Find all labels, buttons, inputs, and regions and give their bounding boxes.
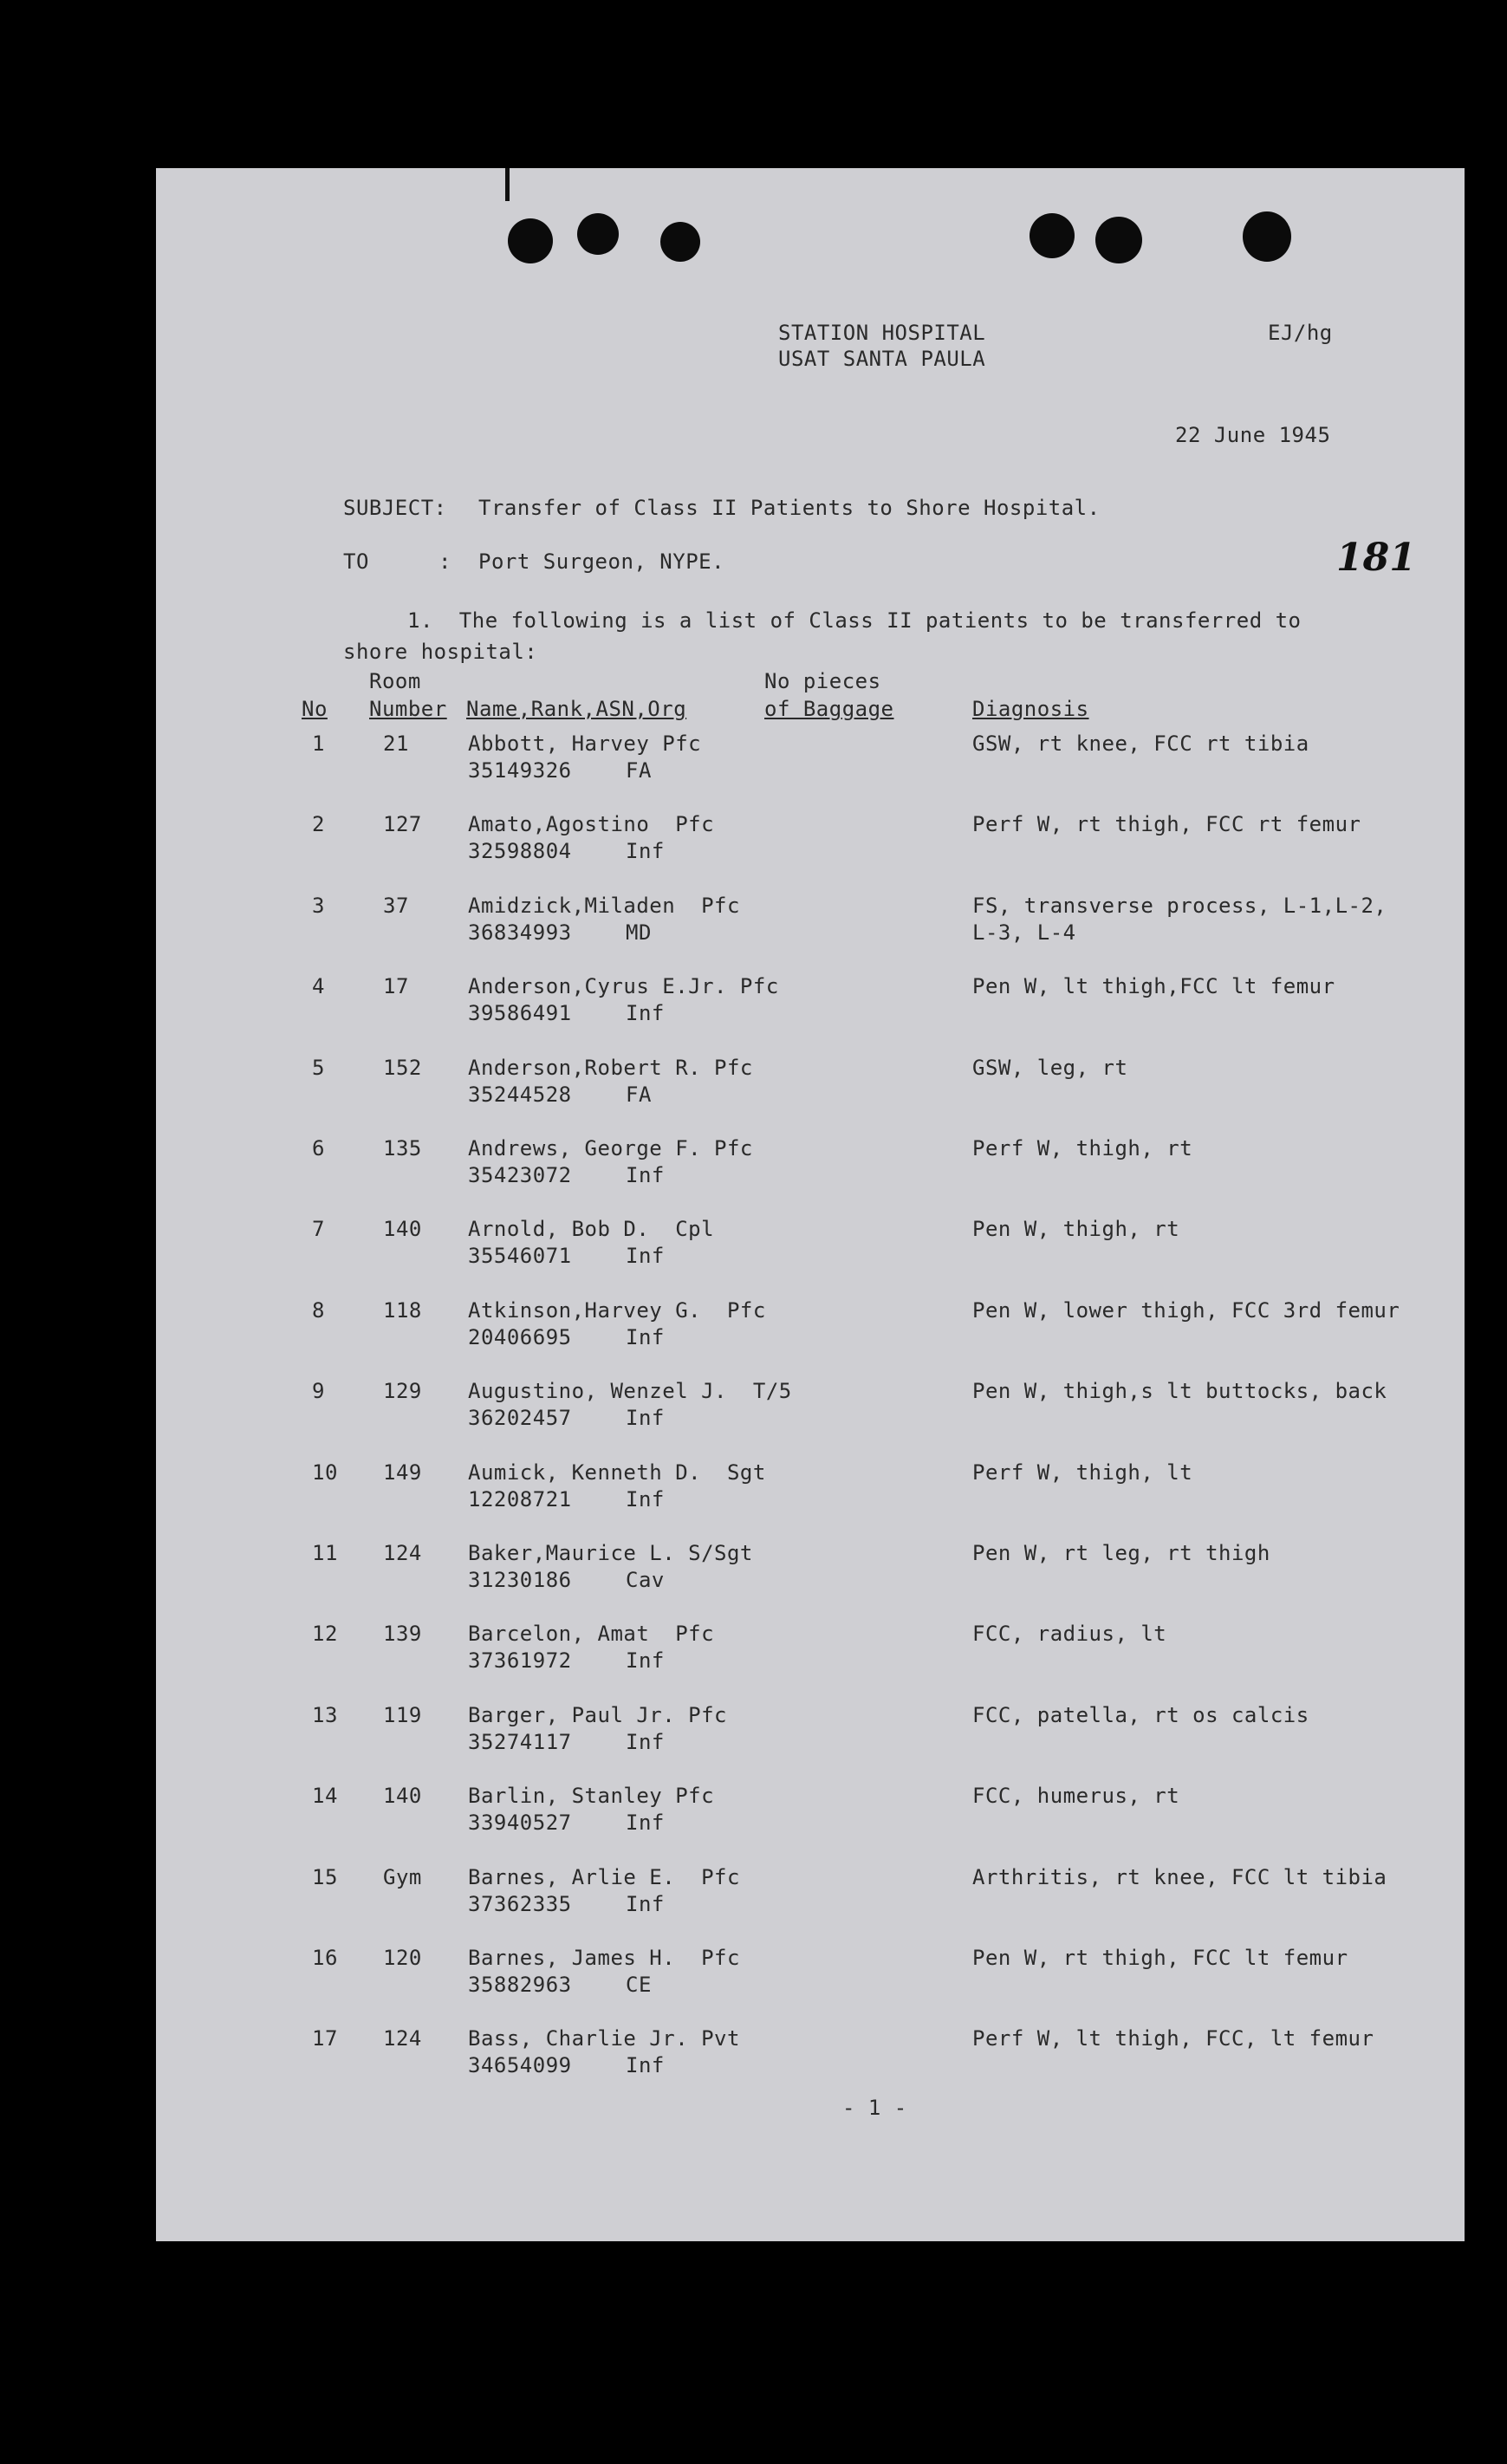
row-name: Aumick, Kenneth D. Sgt [468, 1460, 766, 1485]
punch-hole [1030, 213, 1075, 258]
row-asn: 34654099 [468, 2053, 572, 2077]
row-org: Inf [626, 839, 665, 863]
row-no: 11 [312, 1541, 338, 1565]
row-name: Baker,Maurice L. S/Sgt [468, 1541, 753, 1565]
row-room: 37 [383, 894, 409, 918]
reference-initials: EJ/hg [1268, 321, 1333, 345]
row-org: Inf [626, 1244, 665, 1268]
row-name: Arnold, Bob D. Cpl [468, 1217, 715, 1241]
header-no: No [302, 697, 328, 721]
row-room: 139 [383, 1622, 422, 1646]
row-name: Barger, Paul Jr. Pfc [468, 1703, 727, 1727]
row-asn: 35423072 [468, 1163, 572, 1187]
header-room-top: Room [369, 669, 421, 693]
subject-label: SUBJECT: [343, 496, 447, 520]
row-name: Abbott, Harvey Pfc [468, 731, 702, 756]
row-asn: 36202457 [468, 1406, 572, 1430]
row-org: Inf [626, 1811, 665, 1835]
row-asn: 37361972 [468, 1648, 572, 1673]
row-no: 12 [312, 1622, 338, 1646]
row-no: 9 [312, 1379, 325, 1403]
row-name: Augustino, Wenzel J. T/5 [468, 1379, 792, 1403]
row-diagnosis: Perf W, lt thigh, FCC, lt femur [972, 2026, 1374, 2051]
punch-hole [1095, 217, 1142, 263]
row-diagnosis: Perf W, thigh, lt [972, 1460, 1193, 1485]
row-org: MD [626, 920, 652, 945]
row-asn: 35274117 [468, 1730, 572, 1754]
header-name: Name,Rank,ASN,Org [466, 697, 687, 721]
letterhead-line1: STATION HOSPITAL [778, 321, 986, 345]
row-diagnosis-cont: L-3, L-4 [972, 920, 1076, 945]
row-no: 6 [312, 1136, 325, 1160]
ink-mark [505, 168, 510, 201]
row-room: 124 [383, 2026, 422, 2051]
to-text: Port Surgeon, NYPE. [478, 549, 725, 574]
row-asn: 31230186 [468, 1568, 572, 1592]
row-room: 127 [383, 812, 422, 836]
row-name: Anderson,Robert R. Pfc [468, 1056, 753, 1080]
row-room: 149 [383, 1460, 422, 1485]
row-org: Inf [626, 1163, 665, 1187]
row-room: 17 [383, 974, 409, 998]
page-stamp: 181 [1336, 536, 1416, 580]
row-org: Inf [626, 1487, 665, 1512]
row-asn: 35882963 [468, 1973, 572, 1997]
row-name: Amato,Agostino Pfc [468, 812, 715, 836]
row-org: Inf [626, 1730, 665, 1754]
row-name: Barcelon, Amat Pfc [468, 1622, 715, 1646]
row-room: 21 [383, 731, 409, 756]
row-room: 129 [383, 1379, 422, 1403]
row-diagnosis: FCC, radius, lt [972, 1622, 1167, 1646]
row-room: 152 [383, 1056, 422, 1080]
document-date: 22 June 1945 [1175, 423, 1331, 447]
row-name: Barnes, James H. Pfc [468, 1946, 740, 1970]
paragraph-line1: 1. The following is a list of Class II patients to be transferred to [407, 608, 1302, 633]
punch-hole [660, 222, 700, 262]
row-diagnosis: Pen W, thigh, rt [972, 1217, 1180, 1241]
row-diagnosis: Pen W, lt thigh,FCC lt femur [972, 974, 1335, 998]
row-name: Amidzick,Miladen Pfc [468, 894, 740, 918]
row-no: 10 [312, 1460, 338, 1485]
row-asn: 35244528 [468, 1082, 572, 1107]
row-no: 4 [312, 974, 325, 998]
row-org: Inf [626, 1325, 665, 1349]
row-diagnosis: FS, transverse process, L-1,L-2, [972, 894, 1387, 918]
row-room: 135 [383, 1136, 422, 1160]
row-diagnosis: Pen W, rt thigh, FCC lt femur [972, 1946, 1348, 1970]
row-diagnosis: GSW, leg, rt [972, 1056, 1128, 1080]
header-diagnosis: Diagnosis [972, 697, 1089, 721]
row-room: 118 [383, 1298, 422, 1323]
row-org: Cav [626, 1568, 665, 1592]
row-org: Inf [626, 1892, 665, 1916]
to-label: TO [343, 549, 369, 574]
row-diagnosis: Pen W, thigh,s lt buttocks, back [972, 1379, 1387, 1403]
row-no: 7 [312, 1217, 325, 1241]
to-colon: : [438, 549, 451, 574]
row-diagnosis: Perf W, thigh, rt [972, 1136, 1193, 1160]
header-room-number: Number [369, 697, 447, 721]
letterhead-line2: USAT SANTA PAULA [778, 347, 986, 371]
row-no: 3 [312, 894, 325, 918]
subject-text: Transfer of Class II Patients to Shore Hospital. [478, 496, 1101, 520]
row-asn: 35149326 [468, 758, 572, 783]
row-diagnosis: FCC, patella, rt os calcis [972, 1703, 1309, 1727]
row-room: Gym [383, 1865, 422, 1889]
punch-hole [1243, 211, 1291, 262]
row-asn: 32598804 [468, 839, 572, 863]
header-baggage-top: No pieces [764, 669, 881, 693]
row-asn: 36834993 [468, 920, 572, 945]
row-asn: 33940527 [468, 1811, 572, 1835]
row-org: CE [626, 1973, 652, 1997]
row-asn: 39586491 [468, 1001, 572, 1025]
row-diagnosis: Pen W, rt leg, rt thigh [972, 1541, 1270, 1565]
row-no: 5 [312, 1056, 325, 1080]
document-page [156, 168, 1465, 2241]
row-org: Inf [626, 1648, 665, 1673]
row-room: 119 [383, 1703, 422, 1727]
row-org: Inf [626, 1001, 665, 1025]
row-no: 1 [312, 731, 325, 756]
row-room: 140 [383, 1217, 422, 1241]
header-baggage: of Baggage [764, 697, 894, 721]
row-no: 16 [312, 1946, 338, 1970]
page-number: - 1 - [842, 2096, 907, 2120]
row-diagnosis: GSW, rt knee, FCC rt tibia [972, 731, 1309, 756]
row-no: 8 [312, 1298, 325, 1323]
row-no: 13 [312, 1703, 338, 1727]
punch-hole [508, 218, 553, 263]
row-org: Inf [626, 1406, 665, 1430]
row-diagnosis: Arthritis, rt knee, FCC lt tibia [972, 1865, 1387, 1889]
row-no: 14 [312, 1784, 338, 1808]
row-name: Andrews, George F. Pfc [468, 1136, 753, 1160]
row-name: Barnes, Arlie E. Pfc [468, 1865, 740, 1889]
row-room: 120 [383, 1946, 422, 1970]
row-asn: 20406695 [468, 1325, 572, 1349]
row-diagnosis: Pen W, lower thigh, FCC 3rd femur [972, 1298, 1400, 1323]
row-no: 15 [312, 1865, 338, 1889]
row-room: 124 [383, 1541, 422, 1565]
row-org: FA [626, 1082, 652, 1107]
row-no: 2 [312, 812, 325, 836]
paragraph-line2: shore hospital: [343, 640, 538, 664]
row-diagnosis: FCC, humerus, rt [972, 1784, 1180, 1808]
row-no: 17 [312, 2026, 338, 2051]
row-name: Bass, Charlie Jr. Pvt [468, 2026, 740, 2051]
row-name: Atkinson,Harvey G. Pfc [468, 1298, 766, 1323]
row-asn: 12208721 [468, 1487, 572, 1512]
row-name: Anderson,Cyrus E.Jr. Pfc [468, 974, 779, 998]
row-room: 140 [383, 1784, 422, 1808]
row-name: Barlin, Stanley Pfc [468, 1784, 715, 1808]
row-asn: 35546071 [468, 1244, 572, 1268]
row-asn: 37362335 [468, 1892, 572, 1916]
row-org: Inf [626, 2053, 665, 2077]
punch-hole [577, 213, 619, 255]
row-diagnosis: Perf W, rt thigh, FCC rt femur [972, 812, 1361, 836]
row-org: FA [626, 758, 652, 783]
